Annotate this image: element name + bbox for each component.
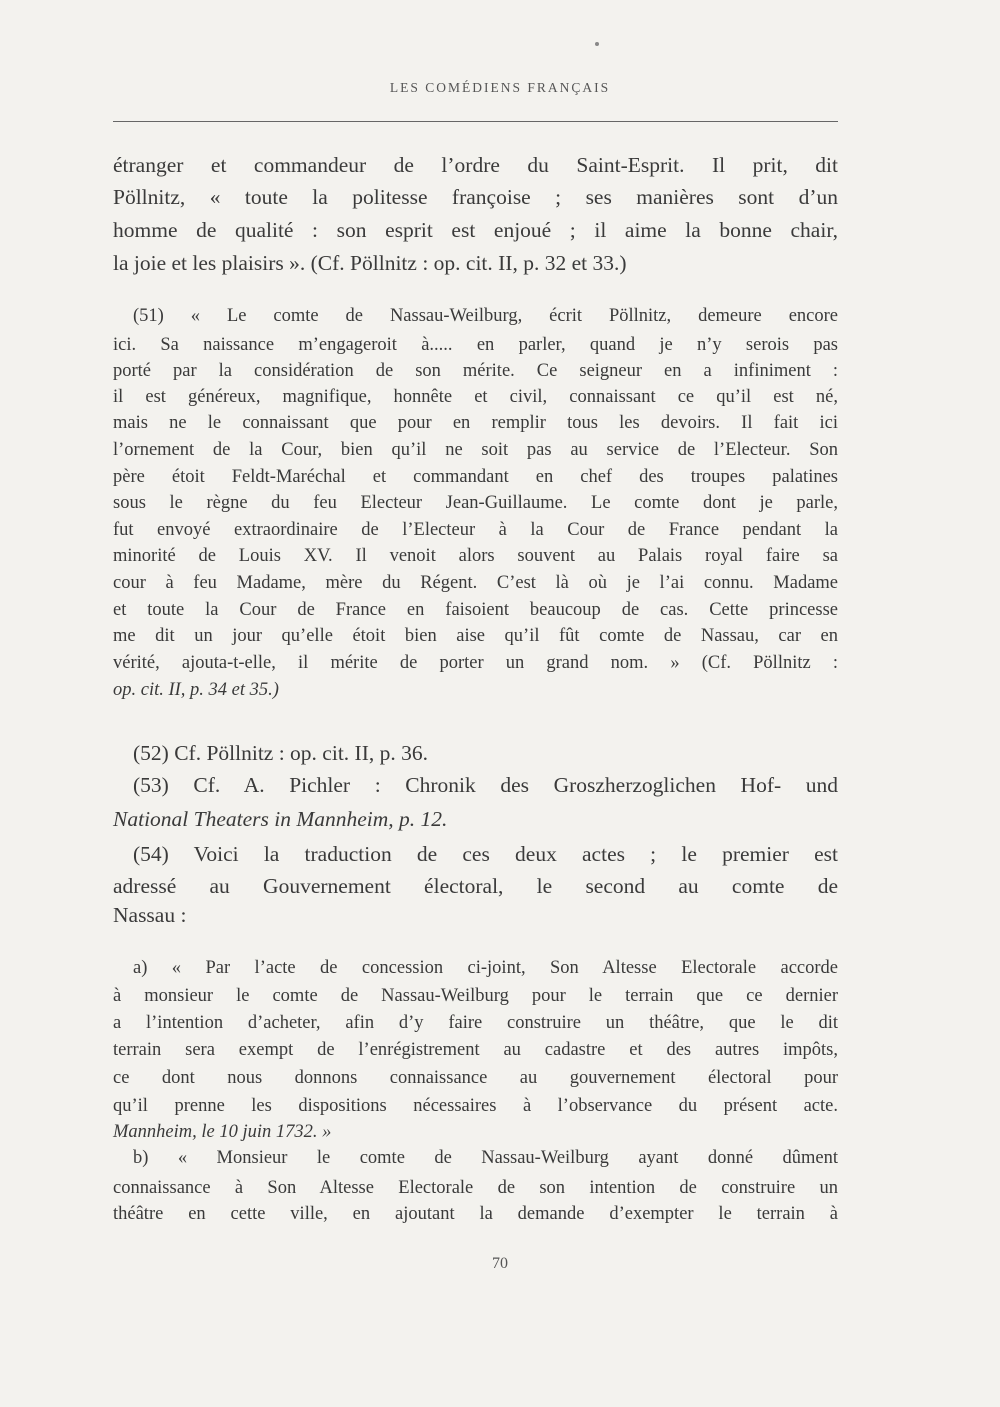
text-line: (54) Voici la traduction de ces deux actes ; le premier est — [133, 842, 838, 866]
text-line: il est généreux, magnifique, honnête et civil, connaissant ce qu’il est né, — [113, 387, 838, 407]
text-line: et toute la Cour de France en faisoient beaucoup de cas. Cette princesse — [113, 600, 838, 620]
text-line: Pöllnitz, « toute la politesse françoise ; ses manières sont d’un — [113, 185, 838, 209]
text-line: fut envoyé extraordinaire de l’Electeur à la Cour de France pendant la — [113, 520, 838, 540]
text-line: homme de qualité : son esprit est enjoué ; il aime la bonne chair, — [113, 218, 838, 242]
text-line: la joie et les plaisirs ». (Cf. Pöllnitz : op. cit. II, p. 32 et 33.) — [113, 251, 627, 275]
text-line: mais ne le connaissant que pour en remplir tous les devoirs. Il fait ici — [113, 413, 838, 433]
text-line: connaissance à Son Altesse Electorale de son intention de construire un — [113, 1178, 838, 1198]
text-line: op. cit. II, p. 34 et 35.) — [113, 680, 279, 700]
text-line: père étoit Feldt-Maréchal et commandant en chef des troupes palatines — [113, 467, 838, 487]
text-line: me dit un jour qu’elle étoit bien aise qu’il fût comte de Nassau, car en — [113, 626, 838, 646]
text-line: a l’intention d’acheter, afin d’y faire construire un théâtre, que le dit — [113, 1013, 838, 1033]
text-line: étranger et commandeur de l’ordre du Saint-Esprit. Il prit, dit — [113, 153, 838, 177]
text-line: (52) Cf. Pöllnitz : op. cit. II, p. 36. — [133, 741, 428, 765]
text-line: (53) Cf. A. Pichler : Chronik des Groszherzoglichen Hof- und — [133, 773, 838, 797]
text-line: adressé au Gouvernement électoral, le second au comte de — [113, 874, 838, 898]
text-line: minorité de Louis XV. Il venoit alors souvent au Palais royal faire sa — [113, 546, 838, 566]
running-header: LES COMÉDIENS FRANÇAIS — [389, 80, 611, 95]
text-line: porté par la considération de son mérite. Ce seigneur en a infiniment : — [113, 361, 838, 381]
text-line: National Theaters in Mannheim, p. 12. — [113, 807, 448, 831]
text-line: a) « Par l’acte de concession ci-joint, Son Altesse Electorale accorde — [133, 958, 838, 978]
text-line: b) « Monsieur le comte de Nassau-Weilburg ayant donné dûment — [133, 1148, 838, 1168]
text-line: ce dont nous donnons connaissance au gouvernement électoral pour — [113, 1068, 838, 1088]
speck-mark — [595, 42, 599, 46]
text-line: (51) « Le comte de Nassau-Weilburg, écrit Pöllnitz, demeure encore — [133, 306, 838, 326]
text-line: Nassau : — [113, 903, 187, 927]
text-line: sous le règne du feu Electeur Jean-Guillaume. Le comte dont je parle, — [113, 493, 838, 513]
text-line: ici. Sa naissance m’engageroit à..... en parler, quand je n’y serois pas — [113, 335, 838, 355]
text-line: l’ornement de la Cour, bien qu’il ne soit pas au service de l’Electeur. Son — [113, 440, 838, 460]
text-line: vérité, ajouta-t-elle, il mérite de porter un grand nom. » (Cf. Pöllnitz : — [113, 653, 838, 673]
text-line: Mannheim, le 10 juin 1732. » — [113, 1122, 332, 1142]
header-rule — [113, 121, 838, 122]
text-line: terrain sera exempt de l’enrégistrement au cadastre et des autres impôts, — [113, 1040, 838, 1060]
text-line: théâtre en cette ville, en ajoutant la demande d’exempter le terrain à — [113, 1204, 838, 1224]
text-line: à monsieur le comte de Nassau-Weilburg pour le terrain que ce dernier — [113, 986, 838, 1006]
page-number: 70 — [492, 1255, 508, 1272]
text-line: cour à feu Madame, mère du Régent. C’est là où je l’ai connu. Madame — [113, 573, 838, 593]
text-line: qu’il prenne les dispositions nécessaires à l’observance du présent acte. — [113, 1096, 838, 1116]
